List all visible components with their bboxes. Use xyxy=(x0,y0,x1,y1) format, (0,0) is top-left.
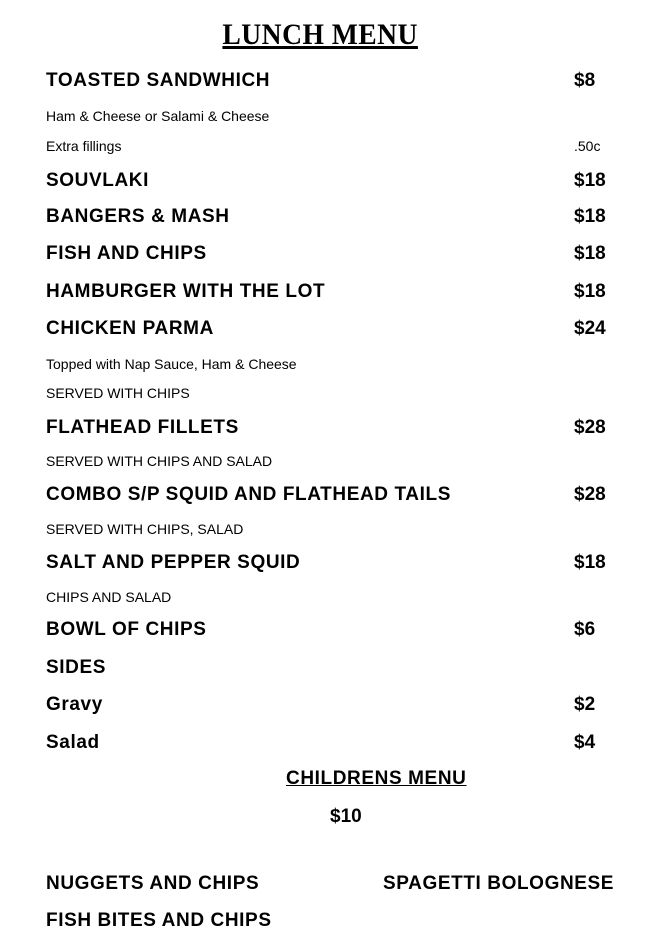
childrens-menu-title: CHILDRENS MENU xyxy=(286,768,467,789)
menu-item-name: HAMBURGER WITH THE LOT xyxy=(46,281,326,302)
sides-heading: SIDES xyxy=(46,657,107,678)
menu-item-price: $24 xyxy=(574,318,606,339)
childrens-menu-item: NUGGETS AND CHIPS xyxy=(46,873,260,894)
menu-item-price: .50c xyxy=(574,138,601,154)
childrens-menu-price: $10 xyxy=(330,806,362,827)
menu-item-name: CHICKEN PARMA xyxy=(46,318,214,339)
menu-item-description: Ham & Cheese or Salami & Cheese xyxy=(46,108,270,124)
menu-item-name: FISH AND CHIPS xyxy=(46,243,207,264)
menu-item-price: $18 xyxy=(574,243,606,264)
menu-item-price: $28 xyxy=(574,417,606,438)
menu-item-description: CHIPS AND SALAD xyxy=(46,589,172,605)
menu-item-name: Salad xyxy=(46,732,100,753)
menu-item-name: SALT AND PEPPER SQUID xyxy=(46,552,301,573)
menu-item-name: Gravy xyxy=(46,694,103,715)
menu-item-price: $6 xyxy=(574,619,596,640)
menu-title: LUNCH MENU xyxy=(222,18,418,51)
menu-item-name: BANGERS & MASH xyxy=(46,206,230,227)
menu-item-description: SERVED WITH CHIPS AND SALAD xyxy=(46,453,273,469)
menu-item-price: $18 xyxy=(574,281,606,302)
menu-item-price: $4 xyxy=(574,732,596,753)
menu-item-price: $2 xyxy=(574,694,596,715)
menu-item-description: SERVED WITH CHIPS, SALAD xyxy=(46,521,244,537)
menu-item-price: $18 xyxy=(574,552,606,573)
menu-item-price: $8 xyxy=(574,70,596,91)
menu-item-price: $28 xyxy=(574,484,606,505)
menu-item-description: Topped with Nap Sauce, Ham & Cheese xyxy=(46,356,297,372)
menu-item-description: Extra fillings xyxy=(46,138,122,154)
menu-item-description: SERVED WITH CHIPS xyxy=(46,385,190,401)
menu-item-name: FLATHEAD FILLETS xyxy=(46,417,239,438)
childrens-menu-item: FISH BITES AND CHIPS xyxy=(46,910,272,931)
menu-item-price: $18 xyxy=(574,170,606,191)
menu-item-name: SOUVLAKI xyxy=(46,170,149,191)
menu-item-price: $18 xyxy=(574,206,606,227)
childrens-menu-item: SPAGETTI BOLOGNESE xyxy=(383,873,615,894)
menu-item-name: COMBO S/P SQUID AND FLATHEAD TAILS xyxy=(46,484,451,505)
menu-item-name: TOASTED SANDWHICH xyxy=(46,70,271,91)
menu-item-name: BOWL OF CHIPS xyxy=(46,619,207,640)
